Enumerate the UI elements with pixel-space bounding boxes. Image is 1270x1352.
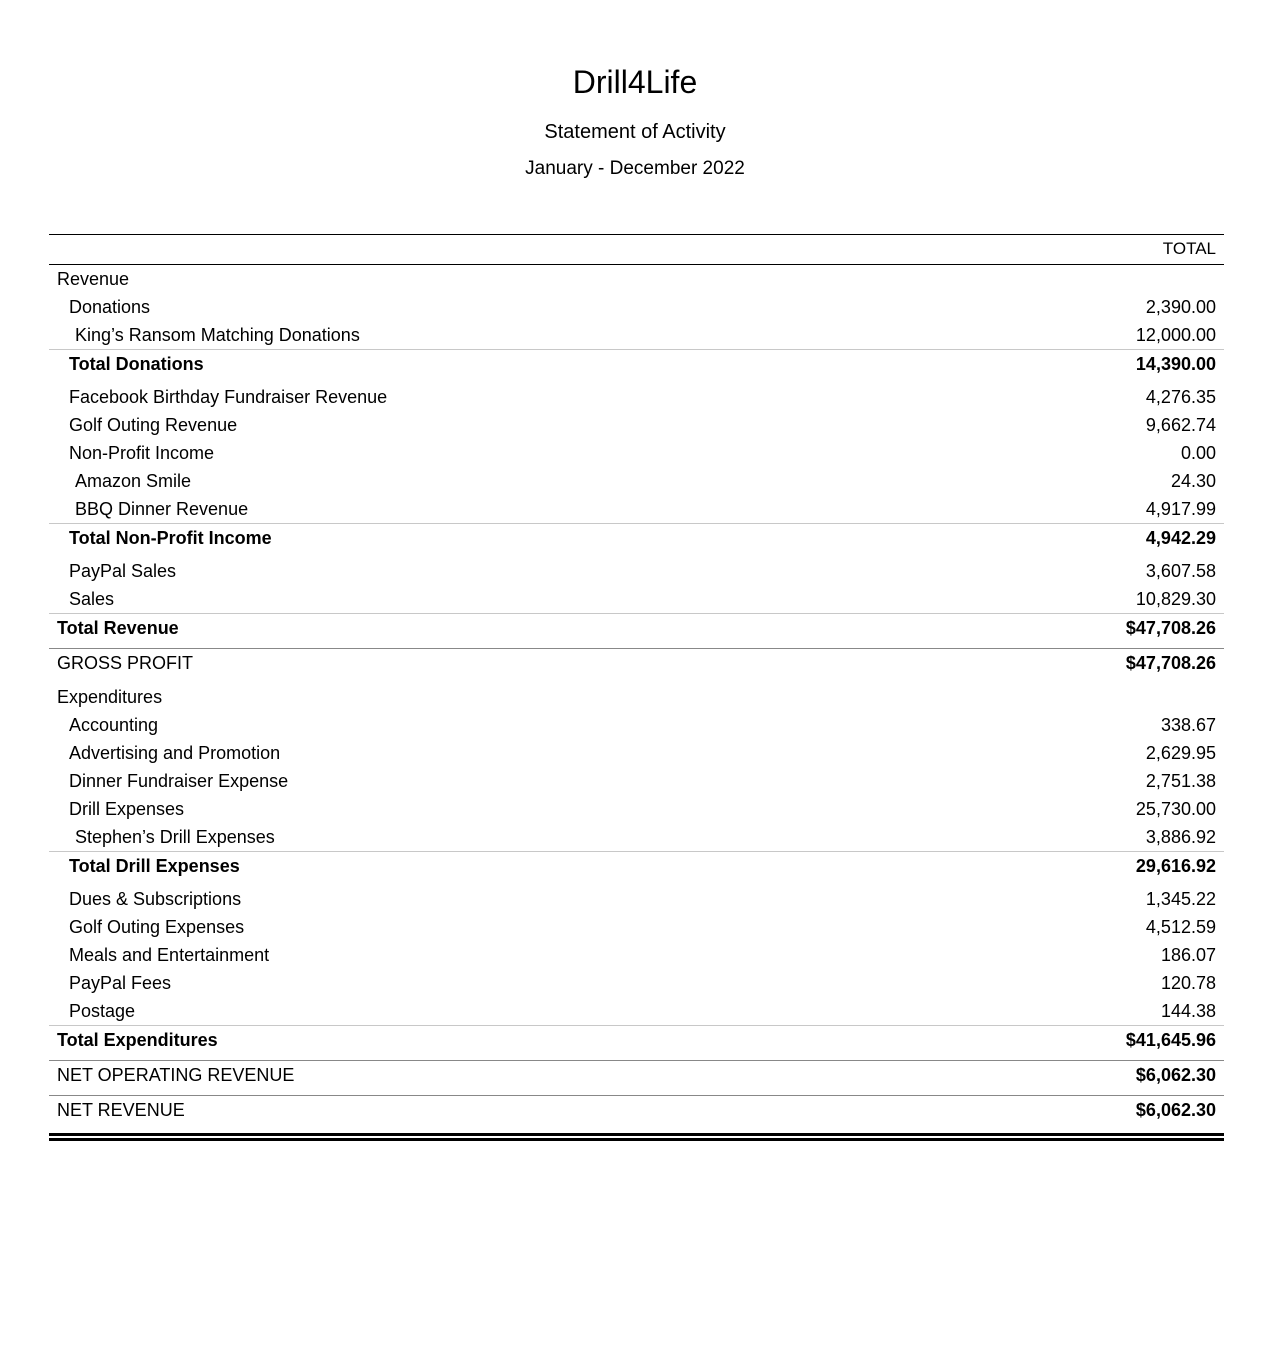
row-total-revenue [49, 613, 1224, 648]
row-meals-entertainment[interactable] [49, 941, 1224, 969]
row-net-operating-revenue [49, 1060, 1224, 1095]
row-amount[interactable]: 186.07 [1160, 945, 1216, 965]
row-amount[interactable]: 29,616.92 [1135, 856, 1216, 876]
section-header-revenue [49, 265, 1224, 293]
row-amount[interactable]: 2,390.00 [1145, 297, 1216, 317]
row-amount[interactable]: 120.78 [1160, 973, 1216, 993]
row-label: Drill Expenses [69, 799, 185, 819]
row-amount[interactable]: $6,062.30 [1135, 1100, 1216, 1120]
report-title: Statement of Activity [544, 121, 726, 143]
row-label: Advertising and Promotion [69, 743, 281, 763]
row-amazon-smile[interactable] [49, 467, 1224, 495]
row-label: Facebook Birthday Fundraiser Revenue [69, 387, 388, 407]
row-amount[interactable]: $47,708.26 [1125, 653, 1216, 673]
column-header-total: TOTAL [1162, 239, 1216, 258]
row-amount[interactable]: 3,607.58 [1145, 561, 1216, 581]
row-label: PayPal Sales [69, 561, 177, 581]
row-label: Total Non-Profit Income [69, 528, 272, 548]
row-amount[interactable]: 24.30 [1170, 471, 1216, 491]
row-label: Accounting [69, 715, 159, 735]
row-label: Golf Outing Revenue [69, 415, 238, 435]
row-label: Donations [69, 297, 151, 317]
row-amount[interactable]: 2,751.38 [1145, 771, 1216, 791]
row-amount[interactable]: $41,645.96 [1125, 1030, 1216, 1050]
row-amount[interactable]: 4,917.99 [1145, 499, 1216, 519]
row-amount[interactable]: 1,345.22 [1145, 889, 1216, 909]
row-kings-ransom[interactable] [49, 321, 1224, 349]
row-sales[interactable] [49, 585, 1224, 613]
row-label: Total Donations [69, 354, 204, 374]
row-facebook-fundraiser[interactable] [49, 383, 1224, 411]
double-underline [49, 1133, 1224, 1141]
row-label: NET REVENUE [57, 1100, 185, 1120]
row-amount[interactable]: 25,730.00 [1135, 799, 1216, 819]
report-period: January - December 2022 [525, 158, 745, 179]
row-amount[interactable]: 10,829.30 [1135, 589, 1216, 609]
row-golf-outing-revenue[interactable] [49, 411, 1224, 439]
row-label: Total Revenue [57, 618, 179, 638]
row-nonprofit-income[interactable] [49, 439, 1224, 467]
row-label: NET OPERATING REVENUE [57, 1065, 295, 1085]
row-amount[interactable]: 12,000.00 [1135, 325, 1216, 345]
row-label: Revenue [57, 269, 130, 289]
row-amount[interactable]: 4,276.35 [1145, 387, 1216, 407]
row-label: Expenditures [57, 687, 163, 707]
row-donations[interactable] [49, 293, 1224, 321]
row-amount[interactable]: 0.00 [1180, 443, 1216, 463]
row-label: GROSS PROFIT [57, 653, 194, 673]
row-stephens-drill-expenses[interactable] [49, 823, 1224, 851]
row-total-expenditures [49, 1025, 1224, 1060]
company-name: Drill4Life [572, 64, 698, 100]
row-label: Postage [69, 1001, 136, 1021]
row-postage[interactable] [49, 997, 1224, 1025]
row-label: PayPal Fees [69, 973, 172, 993]
column-header-row [49, 234, 1224, 265]
row-label: BBQ Dinner Revenue [75, 499, 249, 519]
row-golf-outing-expenses[interactable] [49, 913, 1224, 941]
row-label: Stephen’s Drill Expenses [75, 827, 275, 847]
row-label: Sales [69, 589, 115, 609]
row-amount[interactable]: 4,512.59 [1145, 917, 1216, 937]
row-accounting[interactable] [49, 711, 1224, 739]
row-label: Golf Outing Expenses [69, 917, 245, 937]
row-amount[interactable]: 338.67 [1160, 715, 1216, 735]
row-label: Total Expenditures [57, 1030, 218, 1050]
row-bbq-dinner-revenue[interactable] [49, 495, 1224, 523]
row-paypal-fees[interactable] [49, 969, 1224, 997]
row-net-revenue [49, 1095, 1224, 1124]
row-amount[interactable]: $6,062.30 [1135, 1065, 1216, 1085]
row-amount[interactable]: $47,708.26 [1125, 618, 1216, 638]
row-amount[interactable]: 144.38 [1160, 1001, 1216, 1021]
row-label: Meals and Entertainment [69, 945, 270, 965]
row-total-donations [49, 349, 1224, 378]
row-label: Dues & Subscriptions [69, 889, 242, 909]
row-drill-expenses[interactable] [49, 795, 1224, 823]
row-label: King’s Ransom Matching Donations [75, 325, 360, 345]
row-label: Total Drill Expenses [69, 856, 240, 876]
row-label: Non-Profit Income [69, 443, 215, 463]
row-amount[interactable]: 14,390.00 [1135, 354, 1216, 374]
row-amount[interactable]: 2,629.95 [1145, 743, 1216, 763]
row-amount[interactable]: 9,662.74 [1145, 415, 1216, 435]
row-label: Amazon Smile [75, 471, 192, 491]
row-total-nonprofit-income [49, 523, 1224, 552]
row-amount[interactable]: 4,942.29 [1145, 528, 1216, 548]
row-paypal-sales[interactable] [49, 557, 1224, 585]
section-header-expenditures [49, 683, 1224, 711]
row-dues-subscriptions[interactable] [49, 885, 1224, 913]
row-label: Dinner Fundraiser Expense [69, 771, 289, 791]
report-table [49, 234, 1224, 1141]
row-total-drill-expenses [49, 851, 1224, 880]
row-advertising[interactable] [49, 739, 1224, 767]
row-gross-profit [49, 648, 1224, 683]
row-dinner-fundraiser-expense[interactable] [49, 767, 1224, 795]
row-amount[interactable]: 3,886.92 [1145, 827, 1216, 847]
